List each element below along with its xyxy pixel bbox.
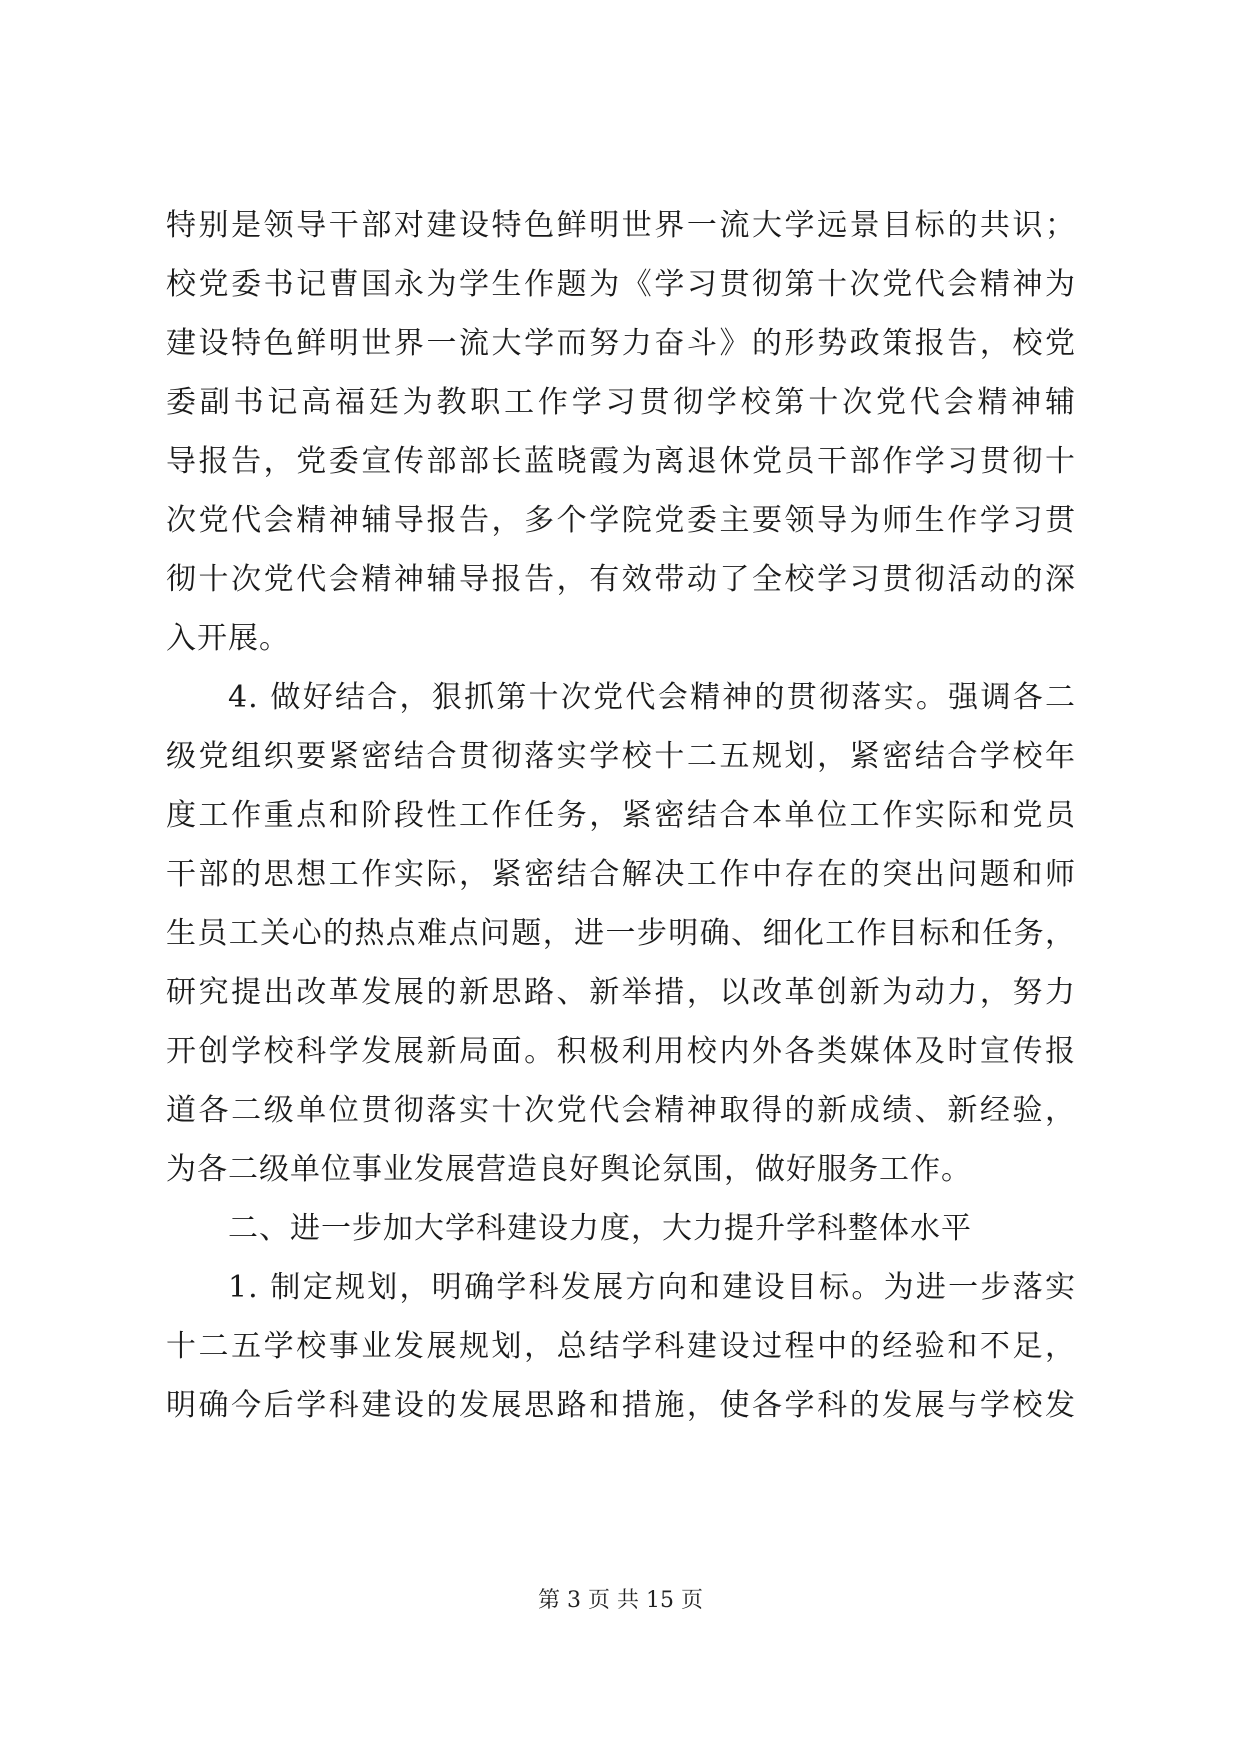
paragraph-line: 建设特色鲜明世界一流大学而努力奋斗》的形势政策报告，校党 [166,326,1076,361]
paragraph-line: 彻十次党代会精神辅导报告，有效带动了全校学习贯彻活动的深 [166,562,1076,597]
paragraph-line: 特别是领导干部对建设特色鲜明世界一流大学远景目标的共识； [166,208,1076,243]
page-number-footer: 第 3 页 共 15 页 [538,1588,703,1613]
paragraph-line: 开创学校科学发展新局面。积极利用校内外各类媒体及时宣传报 [166,1034,1076,1069]
paragraph-line: 明确今后学科建设的发展思路和措施，使各学科的发展与学校发 [166,1388,1076,1423]
paragraph-line: 4. 做好结合，狠抓第十次党代会精神的贯彻落实。强调各二 [228,680,1076,715]
paragraph-line: 委副书记高福廷为教职工作学习贯彻学校第十次党代会精神辅 [166,385,1076,420]
paragraph-line: 研究提出改革发展的新思路、新举措，以改革创新为动力，努力 [166,975,1076,1010]
paragraph-line: 级党组织要紧密结合贯彻落实学校十二五规划，紧密结合学校年 [166,739,1076,774]
paragraph-line: 导报告，党委宣传部部长蓝晓霞为离退休党员干部作学习贯彻十 [166,444,1076,479]
paragraph-line: 生员工关心的热点难点问题，进一步明确、细化工作目标和任务， [166,916,1076,951]
paragraph-line: 道各二级单位贯彻落实十次党代会精神取得的新成绩、新经验， [166,1093,1076,1128]
section-heading: 二、进一步加大学科建设力度，大力提升学科整体水平 [228,1211,972,1246]
paragraph-line: 入开展。 [166,621,290,656]
paragraph-line: 校党委书记曹国永为学生作题为《学习贯彻第十次党代会精神为 [166,267,1076,302]
paragraph-line: 为各二级单位事业发展营造良好舆论氛围，做好服务工作。 [166,1152,972,1187]
paragraph-line: 次党代会精神辅导报告，多个学院党委主要领导为师生作学习贯 [166,503,1076,538]
paragraph-line: 干部的思想工作实际，紧密结合解决工作中存在的突出问题和师 [166,857,1076,892]
paragraph-line: 十二五学校事业发展规划，总结学科建设过程中的经验和不足， [166,1329,1076,1364]
paragraph-line: 1. 制定规划，明确学科发展方向和建设目标。为进一步落实 [228,1270,1076,1305]
paragraph-line: 度工作重点和阶段性工作任务，紧密结合本单位工作实际和党员 [166,798,1076,833]
